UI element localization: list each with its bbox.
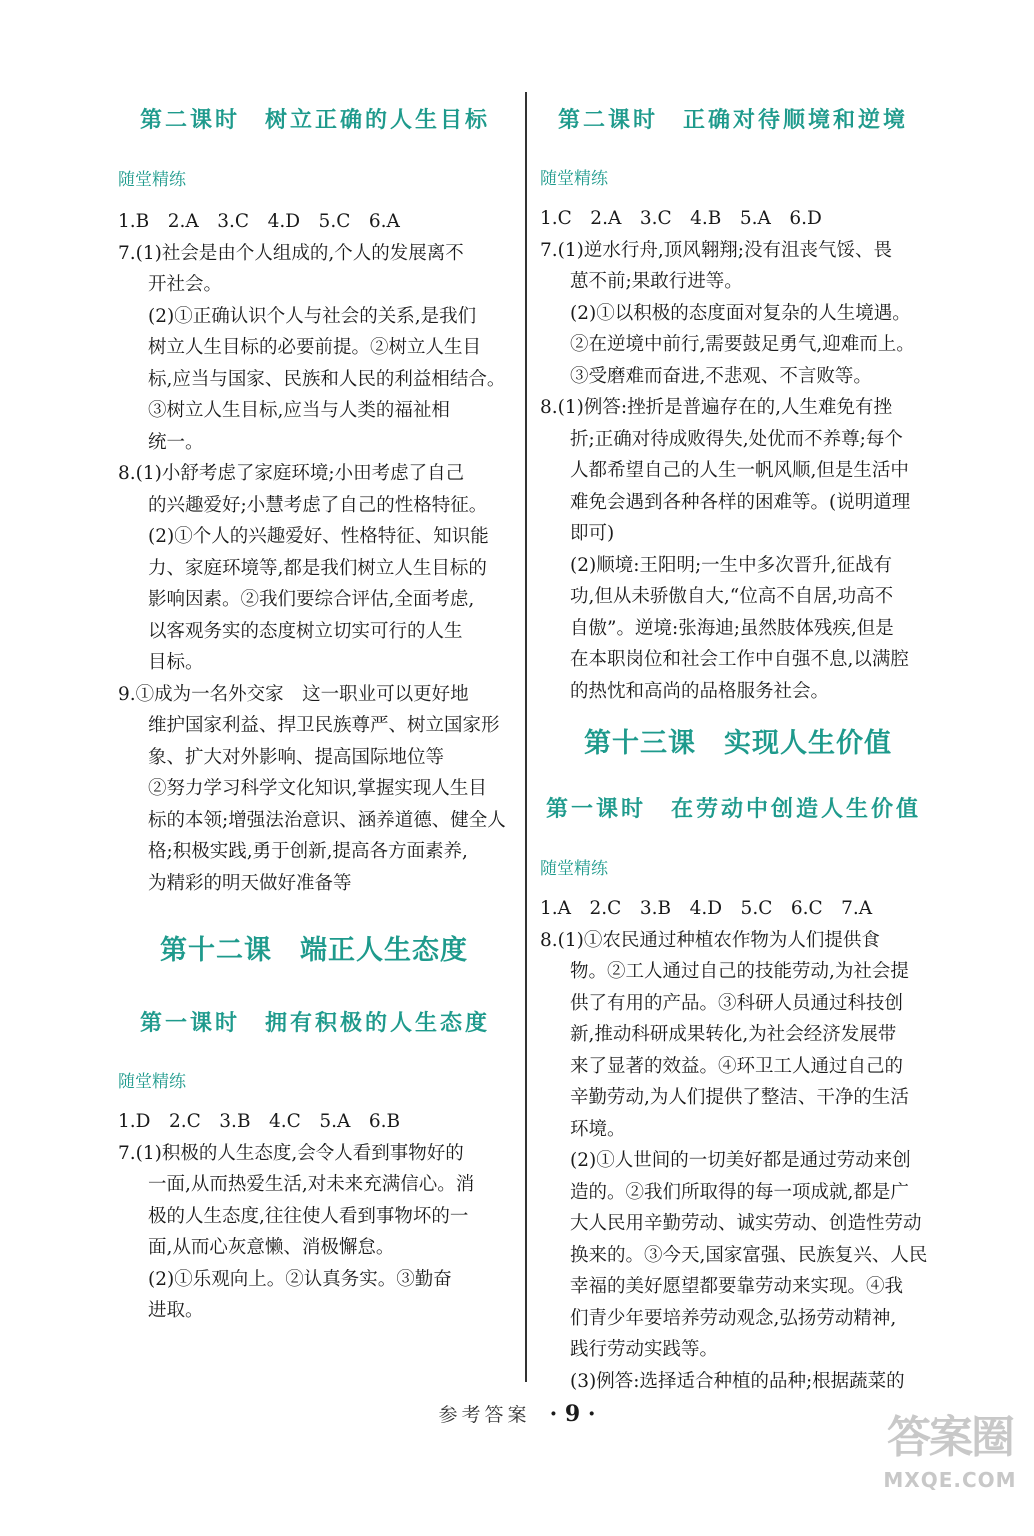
answer-line: 大人民用辛勤劳动、诚实劳动、创造性劳动 — [570, 1213, 922, 1234]
answer-line: 7.(1)社会是由个人组成的,个人的发展离不 — [118, 242, 464, 264]
answer-line: 影响因素。②我们要综合评估,全面考虑, — [148, 589, 475, 610]
answer-line: 面,从而心灰意懒、消极懈怠。 — [148, 1237, 395, 1258]
answer-block — [540, 893, 936, 1397]
answer-line: 1.A 2.C 3.B 4.D 5.C 6.C 7.A — [540, 898, 873, 919]
answer-block — [540, 203, 936, 707]
left-column — [118, 88, 510, 1327]
answer-line: 标的本领;增强法治意识、涵养道德、健全人 — [148, 809, 506, 831]
answer-line: 环境。 — [570, 1118, 626, 1140]
footer-label: 参考答案 — [438, 1404, 531, 1426]
answer-line: (2)顺境:王阳明;一生中多次晋升,征战有 — [570, 554, 893, 576]
answer-line: 折;正确对待成败得失,处优而不养尊;每个 — [570, 428, 903, 450]
answer-line: 7.(1)积极的人生态度,会令人看到事物好的 — [118, 1142, 464, 1164]
right-column — [540, 88, 936, 1397]
answer-line: 辛勤劳动,为人们提供了整洁、干净的生活 — [570, 1087, 909, 1108]
answer-line: 即可) — [570, 523, 615, 544]
answer-line: 的兴趣爱好;小慧考虑了自己的性格特征。 — [148, 494, 488, 516]
answer-line: 8.(1)小舒考虑了家庭环境;小田考虑了自己 — [118, 463, 465, 484]
answer-line: 自傲”。逆境:张海迪;虽然肢体残疾,但是 — [570, 617, 894, 639]
answer-line: 象、扩大对外影响、提高国际地位等 — [148, 746, 445, 768]
answer-line: 难免会遇到各种各样的困难等。(说明道理 — [570, 491, 911, 513]
answer-line: 1.D 2.C 3.B 4.C 5.A 6.B — [118, 1111, 401, 1132]
answer-line: (2)①以积极的态度面对复杂的人生境遇。 — [570, 302, 911, 324]
watermark-logo — [870, 1408, 1030, 1528]
page-number: · 9 · — [549, 1401, 596, 1427]
answer-line: 践行劳动实践等。 — [570, 1339, 719, 1360]
lesson-title: 第十三课 实现人生价值 — [584, 728, 892, 758]
answer-line: 功,但从未骄傲自大,“位高不自居,功高不 — [570, 586, 894, 607]
answer-block — [118, 1106, 510, 1327]
answer-line: 1.B 2.A 3.C 4.D 5.C 6.A — [118, 211, 400, 232]
answer-line: 统一。 — [148, 431, 204, 453]
answer-line: ②在逆境中前行,需要鼓足勇气,迎难而上。 — [570, 334, 915, 355]
answer-line: 9.①成为一名外交家 这一职业可以更好地 — [118, 683, 469, 705]
answer-line: 在本职岗位和社会工作中自强不息,以满腔 — [570, 649, 909, 670]
column-divider — [525, 92, 527, 1382]
answer-line: 物。②工人通过自己的技能劳动,为社会提 — [570, 961, 909, 982]
answer-line: 8.(1)例答:挫折是普遍存在的,人生难免有挫 — [540, 397, 892, 418]
answer-line: 人都希望自己的人生一帆风顺,但是生活中 — [570, 460, 909, 481]
section-title: 第二课时 树立正确的人生目标 — [140, 107, 491, 133]
lesson-title: 第十二课 端正人生态度 — [160, 935, 468, 965]
section-subtitle: 随堂精练 — [118, 170, 186, 190]
answer-line: 换来的。③今天,国家富强、民族复兴、人民 — [570, 1244, 928, 1266]
answer-line: 造的。②我们所取得的每一项成就,都是广 — [570, 1181, 909, 1203]
answer-line: 格;积极实践,勇于创新,提高各方面素养, — [148, 841, 468, 862]
answer-line: 开社会。 — [148, 274, 223, 295]
answer-line: 葸不前;果敢行进等。 — [570, 271, 743, 292]
answer-line: 力、家庭环境等,都是我们树立人生目标的 — [148, 557, 487, 579]
section-title: 第一课时 拥有积极的人生态度 — [140, 1010, 491, 1036]
answer-line: (2)①乐观向上。②认真务实。③勤奋 — [148, 1268, 452, 1290]
answer-block — [118, 206, 510, 899]
section-subtitle: 随堂精练 — [540, 859, 608, 879]
section-title: 第二课时 正确对待顺境和逆境 — [558, 107, 909, 133]
answer-line: 目标。 — [148, 652, 204, 673]
answer-line: 的热忱和高尚的品格服务社会。 — [570, 680, 830, 702]
answer-line: ③树立人生目标,应当与人类的福祉相 — [148, 400, 450, 421]
answer-line: 们青少年要培养劳动观念,弘扬劳动精神, — [570, 1307, 897, 1329]
section-subtitle: 随堂精练 — [118, 1072, 186, 1092]
answer-line: 标,应当与国家、民族和人民的利益相结合。 — [148, 368, 506, 390]
section-title: 第一课时 在劳动中创造人生价值 — [546, 796, 922, 822]
answer-line: 极的人生态度,往往使人看到事物坏的一 — [148, 1205, 469, 1227]
answer-line: (3)例答:选择适合种植的品种;根据蔬菜的 — [570, 1370, 905, 1392]
answer-line: (2)①人世间的一切美好都是通过劳动来创 — [570, 1150, 911, 1171]
answer-line: ③受磨难而奋进,不悲观、不言败等。 — [570, 365, 872, 387]
answer-line: (2)①正确认识个人与社会的关系,是我们 — [148, 305, 477, 327]
watermark-url: MXQE.COM — [883, 1468, 1017, 1492]
answer-line: 新,推动科研成果转化,为社会经济发展带 — [570, 1024, 897, 1045]
answer-line: 7.(1)逆水行舟,顶风翱翔;没有沮丧气馁、畏 — [540, 239, 892, 261]
answer-line: 以客观务实的态度树立切实可行的人生 — [148, 620, 463, 642]
answer-line: 为精彩的明天做好准备等 — [148, 872, 352, 894]
answer-line: 幸福的美好愿望都要靠劳动来实现。④我 — [570, 1276, 904, 1297]
answer-line: 1.C 2.A 3.C 4.B 5.A 6.D — [540, 208, 822, 229]
answer-line: 8.(1)①农民通过种植农作物为人们提供食 — [540, 929, 880, 951]
answer-line: 树立人生目标的必要前提。②树立人生目 — [148, 337, 482, 358]
answer-line: 供了有用的产品。③科研人员通过科技创 — [570, 992, 904, 1014]
answer-line: 来了显著的效益。④环卫工人通过自己的 — [570, 1055, 904, 1077]
watermark-text: 答案圈 — [887, 1412, 1013, 1463]
answer-line: 维护国家利益、捍卫民族尊严、树立国家形 — [148, 715, 500, 736]
answer-line: 进取。 — [148, 1300, 204, 1321]
answer-line: 一面,从而热爱生活,对未来充满信心。消 — [148, 1174, 475, 1195]
answer-line: (2)①个人的兴趣爱好、性格特征、知识能 — [148, 526, 489, 547]
section-subtitle: 随堂精练 — [540, 169, 608, 189]
answer-line: ②努力学习科学文化知识,掌握实现人生目 — [148, 778, 487, 799]
